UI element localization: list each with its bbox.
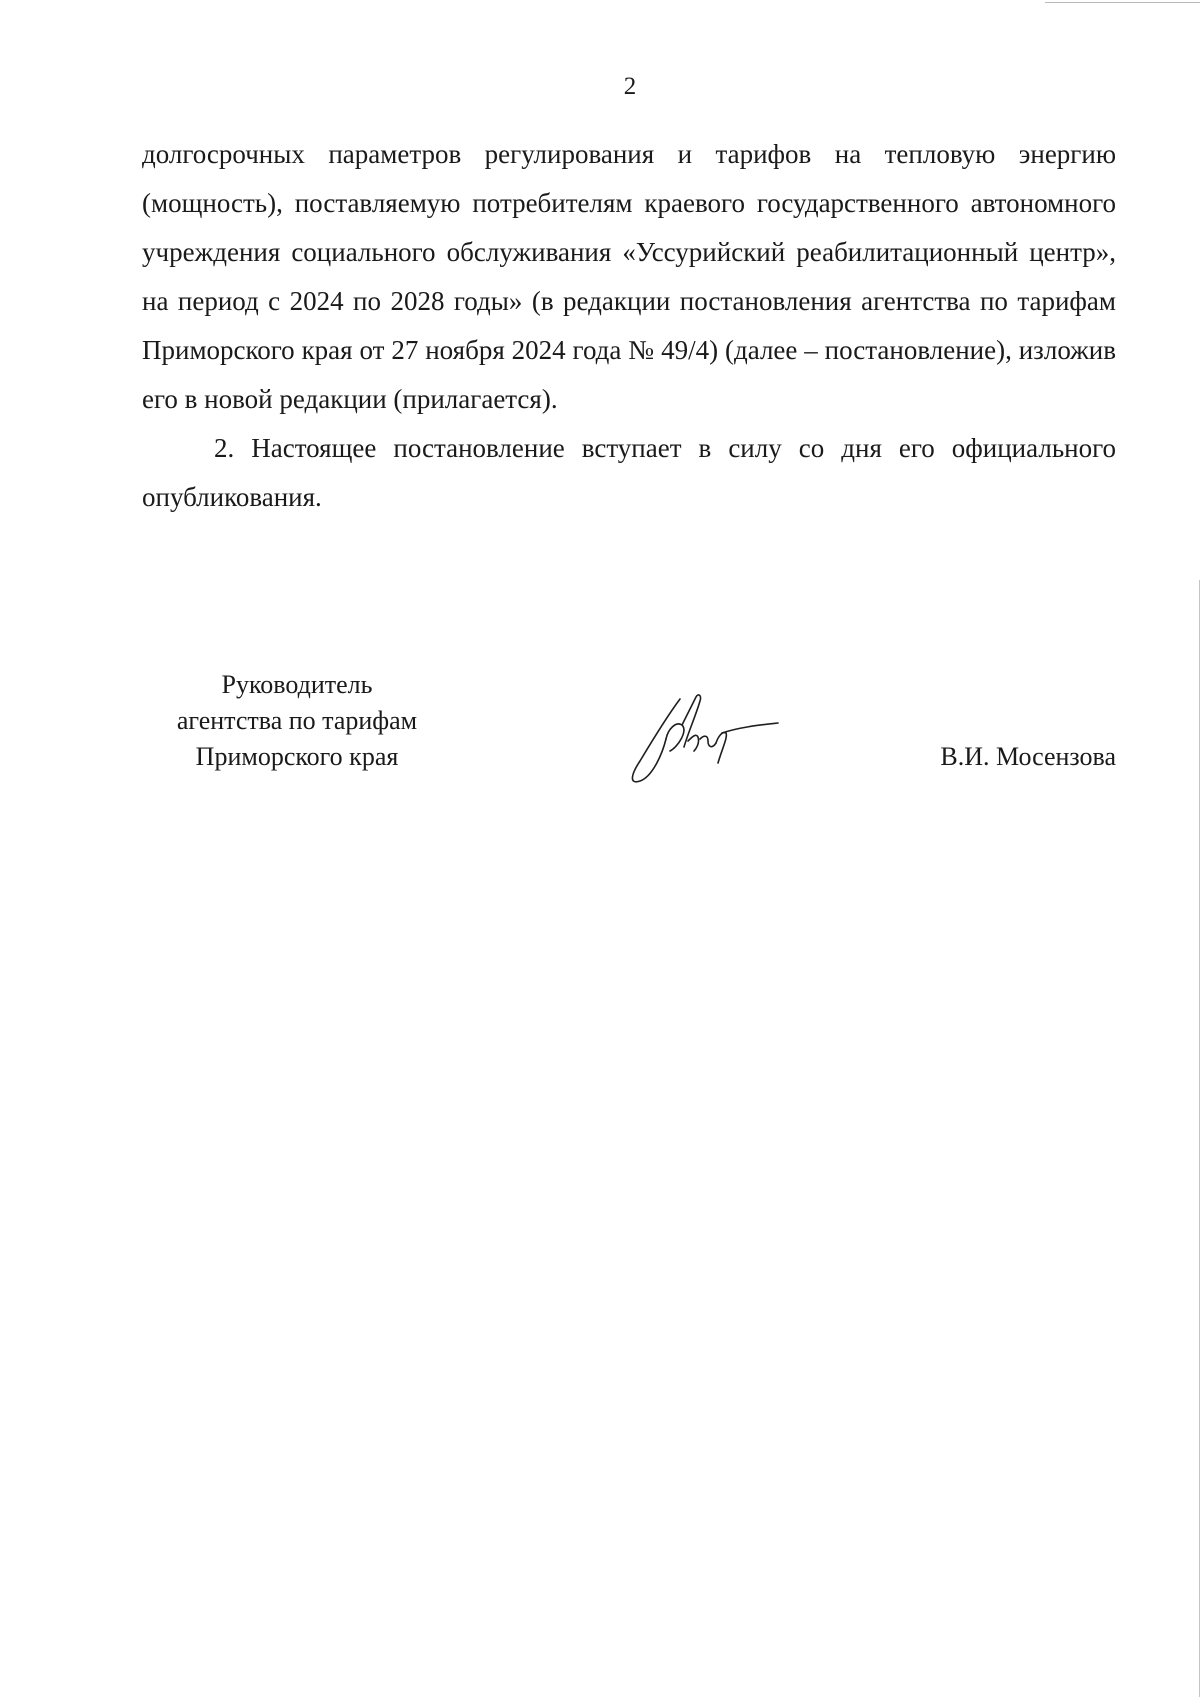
signer-title <box>142 667 452 775</box>
page-number: 2 <box>623 73 637 100</box>
signature-block <box>142 667 1116 797</box>
paragraph-continuation: долгосрочных параметров регулирования и тарифов на тепловую энергию (мощность), поставляемую потребителям краевого государственного автономного учреждения социального обслуживания «Уссурийский реабилитационный центр», на период с 2024 по 2028 годы» (в редакции постановления агентства по тарифам Приморского края от 27 ноября 2024 года № 49/4) (далее – постановление), изложив его в новой редакции (прилагается). <box>142 139 1116 414</box>
signer-name: В.И. Мосензова <box>940 742 1116 771</box>
scan-edge-top <box>1045 2 1200 3</box>
document-body <box>142 130 1116 522</box>
signer-title-line: Приморского края <box>195 742 399 771</box>
handwritten-signature-icon <box>622 689 782 789</box>
signer-title-line: Руководитель <box>221 670 373 699</box>
signer-title-line: агентства по тарифам <box>176 706 418 735</box>
paragraph-effective-date: 2. Настоящее постановление вступает в силу со дня его официального опубликования. <box>142 433 1116 512</box>
